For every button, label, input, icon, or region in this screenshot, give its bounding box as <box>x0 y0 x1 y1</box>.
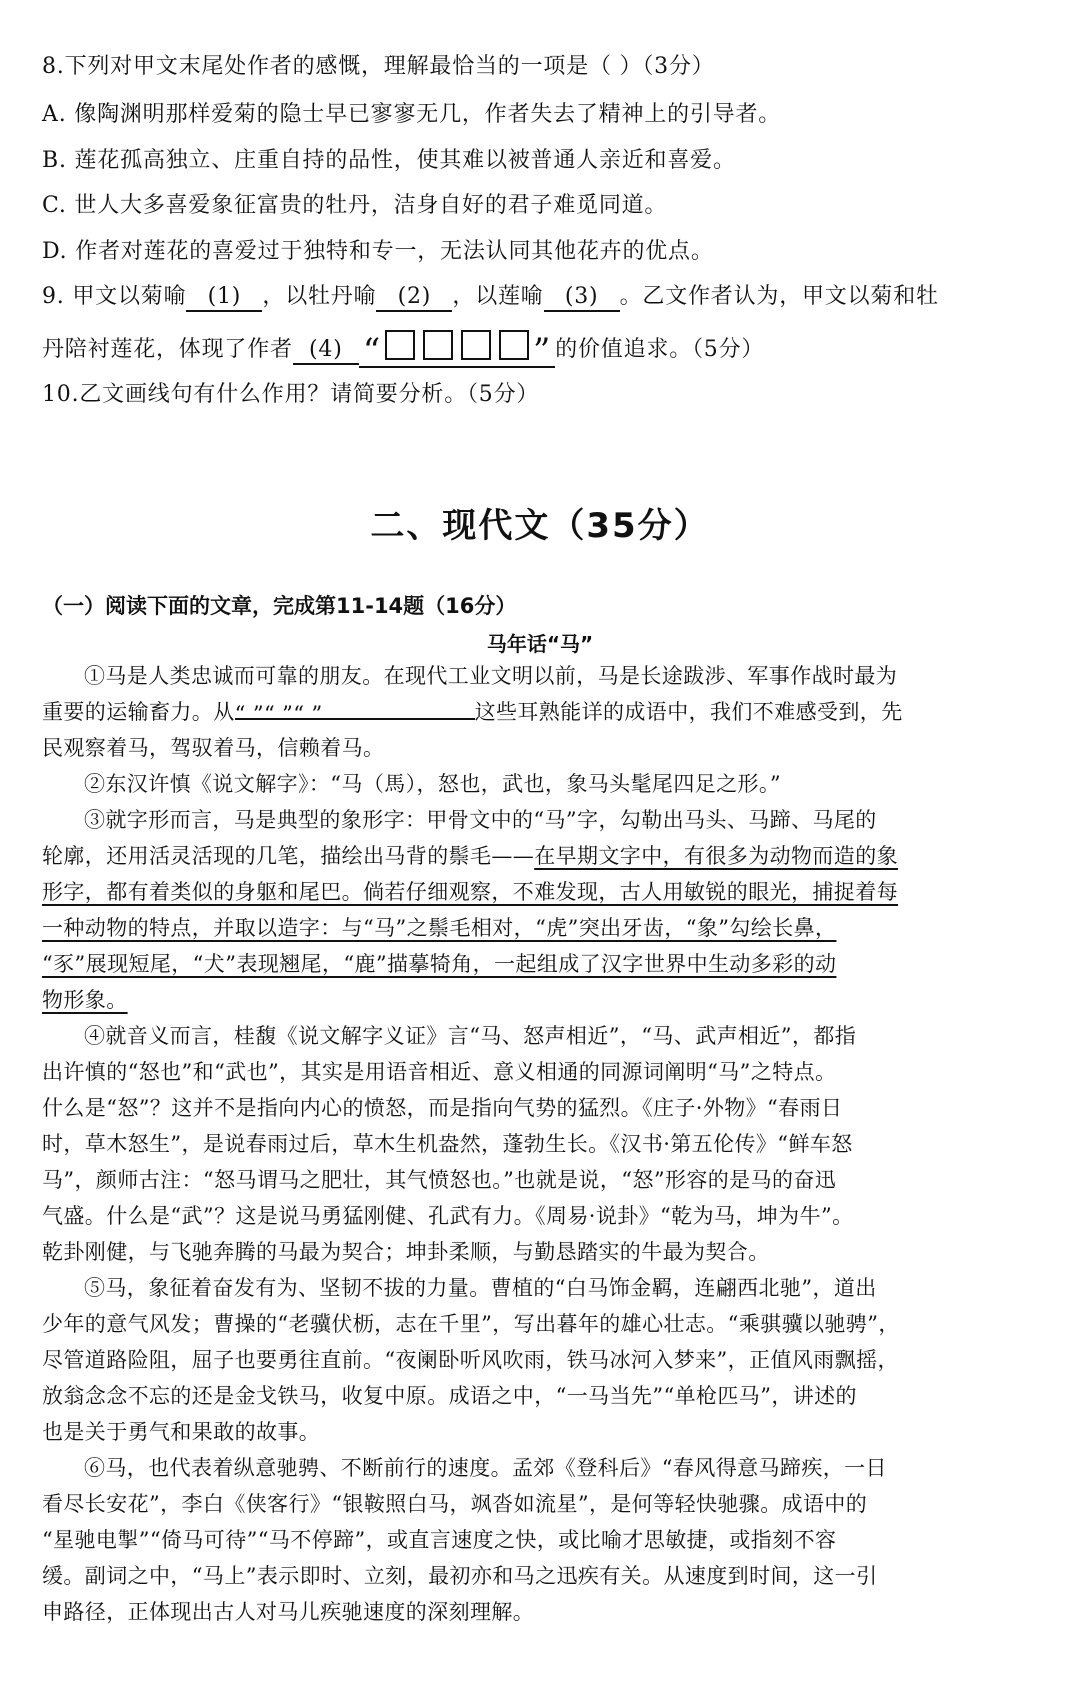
option-d: D. 作者对莲花的喜爱过于独特和专一，无法认同其他花卉的优点。 <box>42 239 714 264</box>
p3-line-2: 轮廓，还用活灵活现的几笔，描绘出马背的鬃毛——在早期文字中，有很多为动物而造的象 <box>42 844 899 868</box>
p6-line-1: ⑥马，也代表着纵意驰骋、不断前行的速度。孟郊《登科后》“春风得意马蹄疾，一日 <box>84 1456 887 1480</box>
p6-line-3: “星驰电掣”“倚马可待”“马不停蹄”，或直言速度之快，或比喻才思敏捷，或指刻不容 <box>42 1528 837 1552</box>
question-10: 10.乙文画线句有什么作用？请简要分析。（5分） <box>42 382 540 407</box>
p1-line-1: ①马是人类忠诚而可靠的朋友。在现代工业文明以前，马是长途跋涉、军事作战时最为 <box>84 664 898 688</box>
q9-text-d: 。乙文作者认为，甲文以菊和牡 <box>619 284 939 309</box>
p6-line-5: 申路径，正体现出古人对马儿疾驰速度的深刻理解。 <box>42 1600 535 1624</box>
four-char-boxes: “ ” <box>359 330 555 368</box>
p1-line-3: 民观察着马，驾驭着马，信赖着马。 <box>42 736 385 760</box>
p2-line-1: ②东汉许慎《说文解字》：“马（馬），怒也，武也，象马头髦尾四足之形。” <box>84 772 781 796</box>
article-title: 马年话“马” <box>486 632 594 656</box>
p4-line-6: 气盛。什么是“武”？这是说马勇猛刚健、孔武有力。《周易·说卦》“乾为马，坤为牛”。 <box>42 1204 854 1228</box>
p6-line-4: 缓。副词之中，“马上”表示即时、立刻，最初亦和马之迅疾有关。从速度到时间，这一引 <box>42 1564 878 1588</box>
section-title: 二、现代文（35分） <box>370 506 710 546</box>
p3-line-6: 物形象。 <box>42 988 128 1012</box>
p6-line-2: 看尽长安花”，李白《侠客行》“银鞍照白马，飒沓如流星”，是何等轻快驰骤。成语中的 <box>42 1492 868 1516</box>
q9-text-f: 的价值追求。（5分） <box>555 337 765 362</box>
q9-text-b: ，以牡丹喻 <box>262 284 377 309</box>
blank-3: (3) <box>544 284 620 312</box>
p4-line-3: 什么是“怒”？这并不是指向内心的愤怒，而是指向气势的猛烈。《庄子·外物》“春雨日 <box>42 1096 843 1120</box>
p5-line-1: ⑤马，象征着奋发有为、坚韧不拔的力量。曹植的“白马饰金羁，连翩西北驰”，道出 <box>84 1276 877 1300</box>
p3-line-4: 一种动物的特点，并取以造字：与“马”之鬃毛相对，“虎”突出牙齿，“象”勾绘长鼻， <box>42 916 837 940</box>
question-9 <box>42 282 1042 312</box>
p3-line-3: 形字，都有着类似的身躯和尾巴。倘若仔细观察，不难发现，古人用敏锐的眼光，捕捉着每 <box>42 880 898 904</box>
question-8: 8.下列对甲文末尾处作者的感慨，理解最恰当的一项是（ ）（3分） <box>42 54 715 79</box>
p3-line-1: ③就字形而言，马是典型的象形字：甲骨文中的“马”字，勾勒出马头、马蹄、马尾的 <box>84 808 877 832</box>
reading-instruction: （一）阅读下面的文章，完成第11-14题（16分） <box>42 594 517 618</box>
p4-line-1: ④就音义而言，桂馥《说文解字义证》言“马、怒声相近”，“马、武声相近”，都指 <box>84 1024 857 1048</box>
p5-line-3: 尽管道路险阻，屈子也要勇往直前。“夜阑卧听风吹雨，铁马冰河入梦来”，正值风雨飘摇， <box>42 1348 899 1372</box>
p3-line-5: “豕”展现短尾，“犬”表现翘尾，“鹿”描摹犄角，一起组成了汉字世界中生动多彩的动 <box>42 952 837 976</box>
blank-4: (4) <box>293 337 359 365</box>
option-b: B. 莲花孤高独立、庄重自持的品性，使其难以被普通人亲近和喜爱。 <box>42 148 736 173</box>
p1-line-2: 重要的运输畜力。从“ ”“ ”“ ” 这些耳熟能详的成语中，我们不难感受到，先 <box>42 694 1042 730</box>
p5-line-5: 也是关于勇气和果敢的故事。 <box>42 1420 321 1444</box>
option-a: A. 像陶渊明那样爱菊的隐士早已寥寥无几，作者失去了精神上的引导者。 <box>42 102 782 127</box>
p4-line-2: 出许慎的“怒也”和“武也”，其实是用语音相近、意义相通的同源词阐明“马”之特点。 <box>42 1060 837 1084</box>
idiom-blanks: “ ”“ ”“ ” <box>235 696 475 720</box>
option-c: C. 世人大多喜爱象征富贵的牡丹，洁身自好的君子难觅同道。 <box>42 193 668 218</box>
p4-line-7: 乾卦刚健，与飞驰奔腾的马最为契合；坤卦柔顺，与勤恳踏实的牛最为契合。 <box>42 1240 770 1264</box>
question-9-cont <box>42 330 1042 371</box>
p5-line-2: 少年的意气风发；曹操的“老骥伏枥，志在千里”，写出暮年的雄心壮志。“乘骐骥以驰骋”， <box>42 1312 900 1336</box>
q9-text-a: 9. 甲文以菊喻 <box>42 284 187 309</box>
article-body <box>42 658 1042 1630</box>
p4-line-4: 时，草木怒生”，是说春雨过后，草木生机盎然，蓬勃生长。《汉书·第五伦传》“鲜车怒 <box>42 1132 853 1156</box>
q9-text-e: 丹陪衬莲花，体现了作者 <box>42 337 293 362</box>
blank-2: (2) <box>376 284 452 312</box>
q9-text-c: ，以莲喻 <box>452 284 544 309</box>
blank-1: (1) <box>186 284 262 312</box>
p5-line-4: 放翁念念不忘的还是金戈铁马，收复中原。成语之中，“一马当先”“单枪匹马”，讲述的 <box>42 1384 857 1408</box>
p4-line-5: 马”，颜师古注：“怒马谓马之肥壮，其气愤怒也。”也就是说，“怒”形容的是马的奋迅 <box>42 1168 837 1192</box>
